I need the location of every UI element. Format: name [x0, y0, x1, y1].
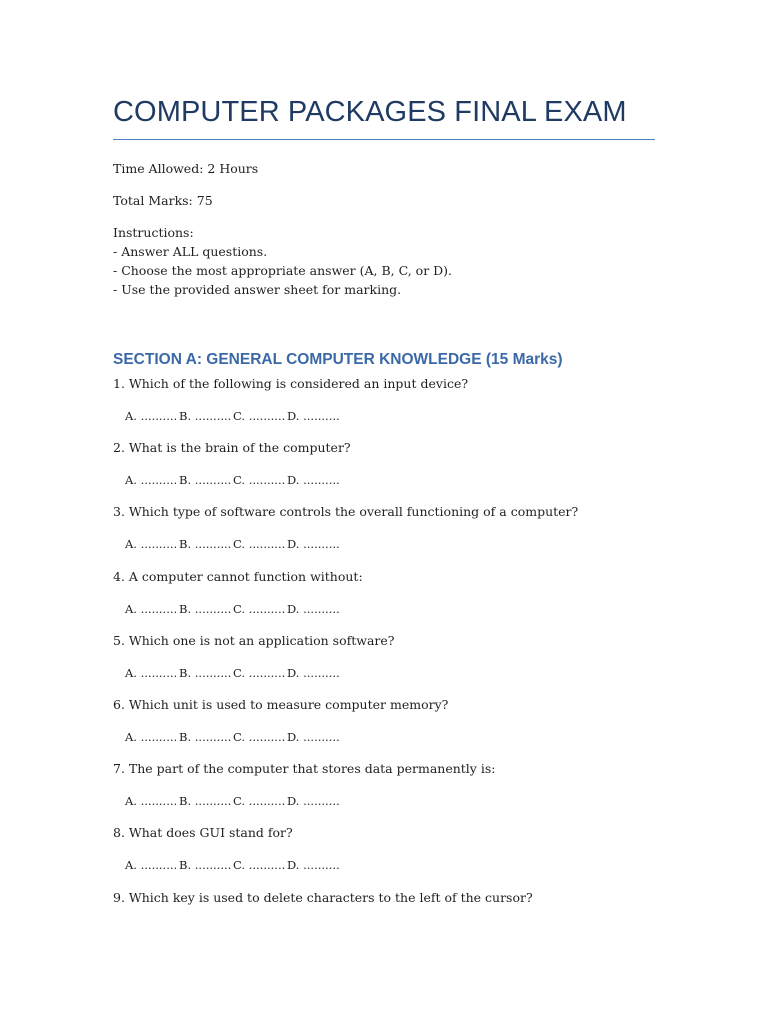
- answer-option: D. ..........: [287, 665, 340, 680]
- answer-option: C. ..........: [233, 665, 286, 680]
- answer-option: B. ..........: [179, 858, 232, 873]
- total-marks: Total Marks: 75: [113, 193, 213, 208]
- question-text: 3. Which type of software controls the overall functioning of a computer?: [113, 504, 579, 520]
- answer-option: B. ..........: [179, 665, 232, 680]
- answer-option: D. ..........: [287, 601, 340, 616]
- question-text: 4. A computer cannot function without:: [113, 568, 363, 584]
- question-text: 9. Which key is used to delete characters to the left of the cursor?: [113, 889, 533, 905]
- instructions-heading: Instructions:: [113, 225, 194, 240]
- answer-option: B. ..........: [179, 730, 232, 744]
- answer-options: [125, 666, 341, 680]
- answer-option: A. ..........: [125, 730, 178, 744]
- answer-option: A. ..........: [125, 601, 178, 616]
- answer-option: C. ..........: [233, 473, 286, 488]
- section-a-heading: SECTION A: GENERAL COMPUTER KNOWLEDGE (15 Marks): [113, 351, 563, 368]
- answer-options: [125, 602, 341, 616]
- answer-option: D. ..........: [287, 794, 340, 809]
- instruction-item: - Use the provided answer sheet for marking.: [113, 282, 402, 297]
- answer-option: D. ..........: [287, 730, 340, 744]
- question-text: 6. Which unit is used to measure computer memory?: [113, 697, 449, 712]
- question-text: 7. The part of the computer that stores data permanently is:: [113, 761, 496, 777]
- question-text: 2. What is the brain of the computer?: [113, 440, 351, 456]
- answer-options: [125, 794, 341, 808]
- answer-options: [125, 409, 341, 423]
- answer-options: [125, 473, 341, 487]
- answer-option: A. ..........: [125, 665, 178, 680]
- answer-option: C. ..........: [233, 601, 286, 616]
- instruction-item: - Answer ALL questions.: [113, 244, 268, 259]
- answer-options: [125, 858, 341, 872]
- instructions-block: [113, 223, 452, 299]
- answer-option: B. ..........: [179, 537, 232, 552]
- answer-options: [125, 537, 341, 551]
- answer-option: D. ..........: [287, 473, 340, 488]
- answer-option: B. ..........: [179, 601, 232, 616]
- answer-options: [125, 730, 341, 744]
- instruction-item: - Choose the most appropriate answer (A, B, C, or D).: [113, 263, 453, 278]
- answer-option: C. ..........: [233, 858, 286, 873]
- answer-option: B. ..........: [179, 409, 232, 423]
- answer-option: A. ..........: [125, 537, 178, 552]
- answer-option: A. ..........: [125, 473, 178, 488]
- answer-option: D. ..........: [287, 409, 340, 423]
- answer-option: A. ..........: [125, 409, 178, 423]
- answer-option: D. ..........: [287, 858, 340, 873]
- question-text: 1. Which of the following is considered an input device?: [113, 376, 469, 391]
- time-allowed: Time Allowed: 2 Hours: [113, 161, 259, 176]
- title-underline: [113, 139, 655, 140]
- page-title: COMPUTER PACKAGES FINAL EXAM: [113, 96, 627, 128]
- answer-option: C. ..........: [233, 730, 286, 744]
- question-text: 5. Which one is not an application software?: [113, 632, 395, 648]
- answer-option: C. ..........: [233, 409, 286, 423]
- answer-option: B. ..........: [179, 473, 232, 488]
- answer-option: A. ..........: [125, 858, 178, 873]
- question-text: 8. What does GUI stand for?: [113, 825, 293, 841]
- answer-option: B. ..........: [179, 794, 232, 809]
- answer-option: C. ..........: [233, 794, 286, 809]
- answer-option: A. ..........: [125, 794, 178, 809]
- answer-option: C. ..........: [233, 537, 286, 552]
- answer-option: D. ..........: [287, 537, 340, 552]
